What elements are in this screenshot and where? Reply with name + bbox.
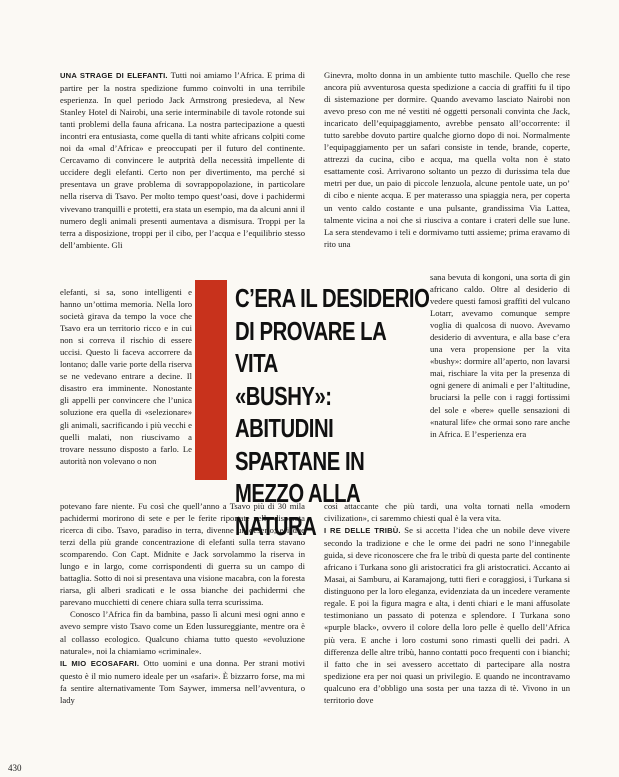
article-column-left-top [60,69,305,251]
paragraph: potevano fare niente. Fu così che quell’anno a Tsavo più di 30 mila pachidermi morirono di sete e per le ferite riportate nella disperata ricerca di cibo. Tsavo, paradiso in terra, divenne un deserto; e i due terzi della più grande concentrazione di elefanti sulla terra stavano scomparendo. Con Capt. Midnite e Jack sorvolammo la riserva in lungo e in largo, come corrispondenti di guerra su un campo di battaglia. Sotto di noi si presentava una visione macabra, con la foresta riarsa, gli alberi sradicati e le ossa bianche dei pachidermi che parevano mucchietti di cenere chiara sulla terra scurissima. [60,501,305,608]
paragraph: così attaccante che più tardi, una volta tornati nella «modern civilization», ci saremmo chiesti qual è la vera vita. [324,501,570,524]
page-number: 430 [8,763,22,773]
paragraph-text: Se si accetta l’idea che un nobile deve vivere secondo la tradizione e che le orme dei padri ne sono l’innegabile guida, si deve riconoscere che fra le tribù di questa parte del continente africano i Turkana sono gli aristocratici fra gli aristocratici. Accanto ai Masai, ai Samburu, ai Karamajong, tutti fieri e coraggiosi, i Turkana si distinguono per la loro eleganza, evidenziata da un incedere veramente regale. E poi la figura magra e alta, i denti chiari e le mani affusolate testimoniano un passato di potenza e splendore. I Turkana sono «purple black», ovvero il colore della loro pelle è quello dell’Africa più vera. E anche i loro costumi sono rimasti quelli dei padri. A differenza delle altre tribù, hanno contatti poco frequenti con i bianchi; il fatto che in sei avessero accettato di partecipare alla nostra spedizione era per noi quasi un privilegio. E quando ne incontravamo qualcuno era d’obbligo una sosta per una tazza di tè. Vivono in un territorio dove [324,525,570,705]
pull-quote-red-bar [195,280,227,480]
paragraph: sana bevuta di kongoni, una sorta di gin africano caldo. Oltre al desiderio di vedere questi famosi graffiti del vulcano Lotarr, avevamo comunque sempre voglia di qualcosa di nuovo. Avevamo desiderio di avventura, e alla base c’era una vera propensione per la vita «bushy»: dormire all’aperto, non lavarsi mai, rischiare la vita per la presenza di ogni genere di animali e per l’altitudine, bruciarsi la pelle con i raggi fortissimi del sole e «bere» quelle sensazioni di «natural life» che ormai sono rare anche in Africa. E l’esperienza era [430,272,570,439]
article-column-right-narrow [430,271,570,440]
paragraph [324,524,570,706]
article-column-right-top [324,69,570,250]
section-lead-ecosafari: IL MIO ECOSAFARI. [60,658,140,668]
paragraph-text: Otto uomini e una donna. Per strani motivi questo è il mio numero ideale per un «safari». È bizzarro forse, ma mi fa sentire alternativamente Tom Saywer, immersa nell’avventura, o lady [60,657,305,705]
paragraph [60,657,305,706]
paragraph: Conosco l’Africa fin da bambina, passo lì alcuni mesi ogni anno e avevo sempre visto Tsavo come un Eden lussureggiante, mentre ora è al collasso ecologico. Qualcuno chiama tutto questo «evoluzione naturale», noi la chiamiamo «criminale». [60,609,305,656]
paragraph-text: Tutti noi amiamo l’Africa. E prima di partire per la nostra spedizione fummo coinvolti in una terribile esperienza. In quel periodo Jack Armstrong presiedeva, al New Stanley Hotel di Nairobi, una serie interminabile di tavole rotonde sui tanti problemi della fauna africana. La nostra partecipazione a questi incontri era entusiasta, come quella di tanti white africans colpiti come noi da «mal d’Africa» e preoccupati per il futuro del continente. Cercavamo di convincere le autprità della necessità impellente di uccidere degli elefanti. Certo non per divertimento, ma perché si presentava un grave problema di sovrappopolazione, in particolare nella riserva di Tsavo. Per molto tempo quest’oasi, dove i pachidermi vivevano tranquilli e protetti, era stata un esempio, ma da alcuni anni il numero degli animali presenti aumentava a dismisura. Troppi per la terra a disposizione, troppi per il cibo, per l’acqua e l’equilibrio stesso dell’ambiente. Gli [60,70,305,250]
pull-quote-text: C’ERA IL DESIDERIO DI PROVARE LA VITA «BUSHY»: ABITUDINI SPARTANE IN MEZZO ALLA NATURA [235,283,430,541]
article-column-left-narrow [60,286,192,467]
section-lead-strage: UNA STRAGE DI ELEFANTI. [60,71,168,80]
paragraph: Ginevra, molto donna in un ambiente tutto maschile. Quello che rese ancora più avventurosa questa spedizione a caccia di graffiti fu il tipo di sistemazione per dormire. Quando avevamo lasciato Nairobi non avevo preso con me né vestiti né oggetti personali convinta che Jack, incaricato dell’equipaggiamento, avrebbe pensato all’occorrente: il tutto sarebbe dovuto partire qualche giorno dopo di noi. Normalmente l’equipaggiamento per un safari consiste in tende, brande, coperte, attrezzi da cucina, cibo e acqua, ma quella volta non è stato esattamente così. Arrivarono soltanto un pezzo di durissima tela due metri per due, un paio di piccole lenzuola, alcune pentole uate, un po’ di cibo e niente acqua. E per materasso una spiaggia nera, per coperta un vento caldo costante e una pulsante, grandissima Via Lattea, talmente vicina a noi che si riusciva a contare i crateri delle sue lune. La sera stendevamo i teli e dormivamo tutti assieme; prima eravamo di rito una [324,70,570,249]
paragraph [60,69,305,251]
paragraph: elefanti, si sa, sono intelligenti e hanno un’ottima memoria. Nella loro società girava da tempo la voce che Tsavo era un territorio ricco e in cui non si correva il rischio di essere uccisi. Questo li faceva accorrere da lontano; dalle varie porte della riserva se ne vedevano entrare a decine. Il disastro era imminente. Nonostante gli appelli per convincere che l’unica soluzione era quella di «selezionare» gli animali, sacrificando i più vecchi e quelli malati, non riuscivamo a trovare nessuno disposto a farlo. Le autorità non volevano o non [60,287,192,466]
section-lead-tribu: I RE DELLE TRIBÙ. [324,526,401,536]
